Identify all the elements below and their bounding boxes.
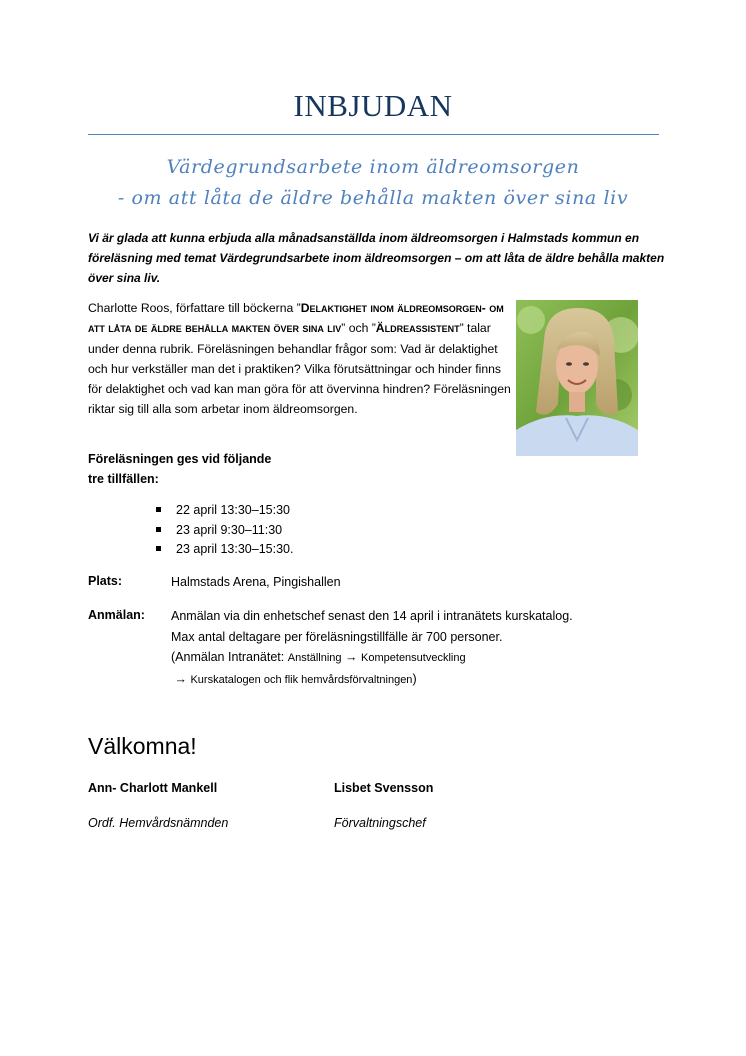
registration-line-4: → Kurskatalogen och flik hemvårdsförvaltningen) [174, 671, 417, 686]
welcome-heading: Välkomna! [88, 733, 197, 759]
place-value: Halmstads Arena, Pingishallen [171, 575, 341, 589]
right-arrow-icon: → [174, 671, 187, 686]
subtitle-line-2: - om att låta de äldre behålla makten över sina liv [117, 187, 629, 209]
registration-details [171, 606, 651, 690]
sessions-heading-line-2: tre tillfällen: [88, 472, 159, 486]
signer-title: Förvaltningschef [334, 816, 426, 830]
signer-name: Lisbet Svensson [334, 781, 434, 795]
signer-title: Ordf. Hemvårdsnämnden [88, 816, 229, 830]
title-divider [88, 134, 659, 135]
session-item: 23 april 9:30–11:30 [156, 520, 282, 540]
subtitle-line-1: Värdegrundsarbete inom äldreomsorgen [166, 156, 580, 178]
right-arrow-icon: → [345, 650, 358, 664]
sessions-heading [88, 449, 328, 489]
speaker-portrait [516, 300, 638, 456]
book-title-2: Äldreassistent [375, 321, 460, 336]
bio-text-3: ” talar under denna rubrik. Föreläsningen behandlar frågor som: Vad är delaktighet och hur verkställer man det i praktiken? Vilka förutsättningar och hinder finns för delaktighet och vad kan man göra för att övervinna hindren? Föreläsningen riktar sig till alla som arbetar inom äldreomsorgen. [88, 321, 511, 417]
place-label: Plats: [88, 574, 123, 588]
registration-line-1: Anmälan via din enhetschef senast den 14 april i intranätets kurskatalog. [171, 609, 573, 623]
bio-text-1: Charlotte Roos, författare till böckerna ” [88, 301, 301, 315]
bio-text-2: ” och ” [341, 321, 376, 336]
session-item: 22 april 13:30–15:30 [156, 500, 290, 520]
session-item: 23 april 13:30–15:30. [156, 539, 293, 559]
square-bullet-icon [156, 507, 161, 512]
intro-paragraph: Vi är glada att kunna erbjuda alla månadsanställda inom äldreomsorgen i Halmstads kommun en föreläsning med temat Värdegrundsarbete inom äldreomsorgen – om att låta de äldre behålla makten över sina liv. [88, 231, 665, 285]
registration-label: Anmälan: [88, 608, 145, 622]
registration-line-3: (Anmälan Intranätet: Anställning → Kompetensutveckling [171, 650, 466, 664]
book-title-1: Delaktighet inom äldreomsorgen- om att låta de äldre behålla makten över sina liv [88, 301, 504, 336]
signer-name: Ann- Charlott Mankell [88, 781, 218, 795]
square-bullet-icon [156, 546, 161, 551]
sessions-heading-line-1: Föreläsningen ges vid följande [88, 452, 272, 466]
square-bullet-icon [156, 527, 161, 532]
registration-line-2: Max antal deltagare per föreläsningstillfälle är 700 personer. [171, 629, 503, 644]
bio-paragraph [88, 298, 513, 420]
page-title: INBJUDAN [293, 88, 453, 123]
